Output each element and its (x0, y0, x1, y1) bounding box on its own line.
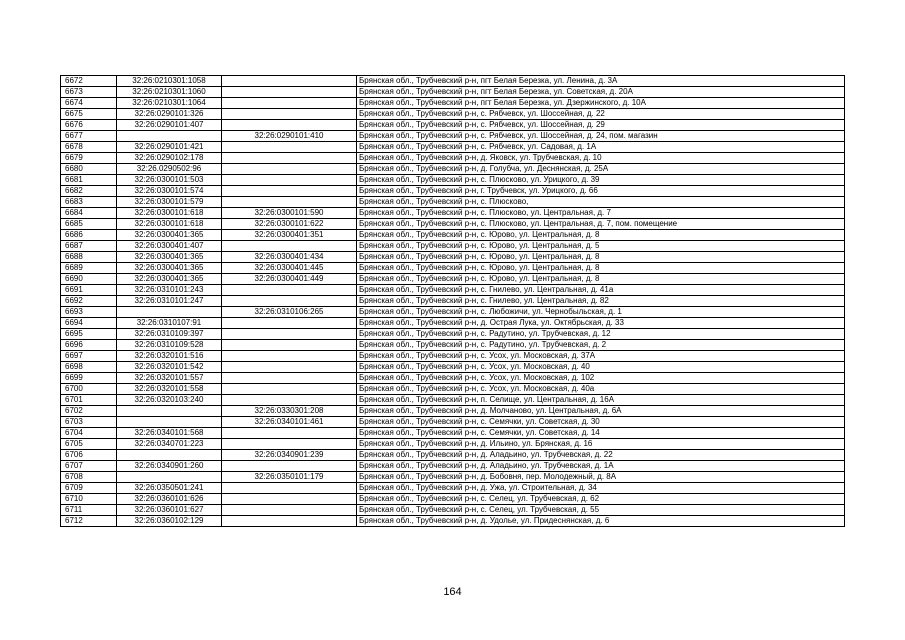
land-cadastral-number-cell: 32:26:0320101:542 (117, 362, 222, 373)
address-cell: Брянская обл., Трубчевский р-н, д. Удолье, ул. Придеснянская, д. 6 (357, 516, 845, 527)
land-cadastral-number-cell: 32:26:0320101:557 (117, 373, 222, 384)
land-cadastral-number-cell: 32:26:0300101:503 (117, 175, 222, 186)
row-number-cell: 6679 (61, 153, 117, 164)
table-row (61, 461, 845, 472)
table-row (61, 296, 845, 307)
building-cadastral-number-cell (222, 340, 357, 351)
address-cell: Брянская обл., Трубчевский р-н, с. Юрово, ул. Центральная, д. 8 (357, 274, 845, 285)
address-cell: Брянская обл., Трубчевский р-н, с. Юрово, ул. Центральная, д. 5 (357, 241, 845, 252)
address-cell: Брянская обл., Трубчевский р-н, пгт Белая Березка, ул. Ленина, д. 3А (357, 76, 845, 87)
land-cadastral-number-cell: 32:26:0310101:247 (117, 296, 222, 307)
building-cadastral-number-cell: 32:26:0300401:434 (222, 252, 357, 263)
table-row (61, 472, 845, 483)
address-cell: Брянская обл., Трубчевский р-н, с. Семячки, ул. Советская, д. 14 (357, 428, 845, 439)
building-cadastral-number-cell (222, 153, 357, 164)
row-number-cell: 6706 (61, 450, 117, 461)
row-number-cell: 6701 (61, 395, 117, 406)
address-cell: Брянская обл., Трубчевский р-н, г. Трубчевск, ул. Урицкого, д. 66 (357, 186, 845, 197)
address-cell: Брянская обл., Трубчевский р-н, с. Селец, ул. Трубчевская, д. 62 (357, 494, 845, 505)
building-cadastral-number-cell (222, 351, 357, 362)
land-cadastral-number-cell: 32:26:0210301:1058 (117, 76, 222, 87)
table-row (61, 142, 845, 153)
building-cadastral-number-cell: 32:26:0340101:461 (222, 417, 357, 428)
table-row (61, 483, 845, 494)
land-cadastral-number-cell: 32:26:0300401:365 (117, 252, 222, 263)
table-row (61, 219, 845, 230)
building-cadastral-number-cell: 32:26:0300401:351 (222, 230, 357, 241)
building-cadastral-number-cell: 32:26:0300101:590 (222, 208, 357, 219)
address-cell: Брянская обл., Трубчевский р-н, д. Бобовня, пер. Молодежный, д. 8А (357, 472, 845, 483)
address-cell: Брянская обл., Трубчевский р-н, п. Селище, ул. Центральная, д. 16А (357, 395, 845, 406)
row-number-cell: 6694 (61, 318, 117, 329)
land-cadastral-number-cell: 32:26:0300101:579 (117, 197, 222, 208)
row-number-cell: 6707 (61, 461, 117, 472)
address-cell: Брянская обл., Трубчевский р-н, с. Усох, ул. Московская, д. 40 (357, 362, 845, 373)
building-cadastral-number-cell (222, 109, 357, 120)
land-cadastral-number-cell: 32:26:0300101:618 (117, 208, 222, 219)
building-cadastral-number-cell: 32:26:0300401:445 (222, 263, 357, 274)
building-cadastral-number-cell (222, 516, 357, 527)
table-row (61, 439, 845, 450)
address-cell: Брянская обл., Трубчевский р-н, с. Гнилево, ул. Центральная, д. 41а (357, 285, 845, 296)
address-cell: Брянская обл., Трубчевский р-н, с. Плюсково, ул. Урицкого, д. 39 (357, 175, 845, 186)
row-number-cell: 6686 (61, 230, 117, 241)
building-cadastral-number-cell (222, 87, 357, 98)
building-cadastral-number-cell: 32:26:0340901:239 (222, 450, 357, 461)
address-cell: Брянская обл., Трубчевский р-н, с. Плюсково, ул. Центральная, д. 7, пом. помещение (357, 219, 845, 230)
address-cell: Брянская обл., Трубчевский р-н, с. Юрово, ул. Центральная, д. 8 (357, 252, 845, 263)
row-number-cell: 6709 (61, 483, 117, 494)
land-cadastral-number-cell (117, 472, 222, 483)
row-number-cell: 6699 (61, 373, 117, 384)
address-cell: Брянская обл., Трубчевский р-н, пгт Белая Березка, ул. Дзержинского, д. 10А (357, 98, 845, 109)
land-cadastral-number-cell (117, 450, 222, 461)
table-row (61, 406, 845, 417)
table-row (61, 252, 845, 263)
row-number-cell: 6685 (61, 219, 117, 230)
row-number-cell: 6708 (61, 472, 117, 483)
address-cell: Брянская обл., Трубчевский р-н, с. Любожичи, ул. Чернобыльская, д. 1 (357, 307, 845, 318)
table-row (61, 340, 845, 351)
building-cadastral-number-cell (222, 373, 357, 384)
table-row (61, 164, 845, 175)
row-number-cell: 6698 (61, 362, 117, 373)
row-number-cell: 6710 (61, 494, 117, 505)
land-cadastral-number-cell (117, 417, 222, 428)
building-cadastral-number-cell: 32:26:0330301:208 (222, 406, 357, 417)
table-row (61, 417, 845, 428)
land-cadastral-number-cell: 32:26:0210301:1064 (117, 98, 222, 109)
building-cadastral-number-cell (222, 98, 357, 109)
land-cadastral-number-cell: 32:26:0290101:421 (117, 142, 222, 153)
table-row (61, 351, 845, 362)
land-cadastral-number-cell: 32:26:0310101:243 (117, 285, 222, 296)
land-cadastral-number-cell: 32:26:0290101:407 (117, 120, 222, 131)
land-cadastral-number-cell: 32:26:0360101:627 (117, 505, 222, 516)
table-row (61, 450, 845, 461)
address-cell: Брянская обл., Трубчевский р-н, с. Усох, ул. Московская, д. 37А (357, 351, 845, 362)
address-cell: Брянская обл., Трубчевский р-н, с. Рябчевск, ул. Шоссейная, д. 29 (357, 120, 845, 131)
building-cadastral-number-cell (222, 329, 357, 340)
row-number-cell: 6682 (61, 186, 117, 197)
table-row (61, 109, 845, 120)
land-cadastral-number-cell: 32:26:0360102:129 (117, 516, 222, 527)
land-cadastral-number-cell: 32:26:0320103:240 (117, 395, 222, 406)
land-cadastral-number-cell: 32:26:0300101:618 (117, 219, 222, 230)
table-row (61, 285, 845, 296)
land-cadastral-number-cell (117, 131, 222, 142)
building-cadastral-number-cell (222, 296, 357, 307)
row-number-cell: 6681 (61, 175, 117, 186)
building-cadastral-number-cell (222, 461, 357, 472)
cadastral-table (60, 75, 845, 527)
row-number-cell: 6711 (61, 505, 117, 516)
row-number-cell: 6688 (61, 252, 117, 263)
building-cadastral-number-cell (222, 428, 357, 439)
cadastral-table-body (61, 76, 845, 527)
address-cell: Брянская обл., Трубчевский р-н, с. Семячки, ул. Советская, д. 30 (357, 417, 845, 428)
row-number-cell: 6690 (61, 274, 117, 285)
building-cadastral-number-cell (222, 175, 357, 186)
row-number-cell: 6697 (61, 351, 117, 362)
building-cadastral-number-cell (222, 362, 357, 373)
address-cell: Брянская обл., Трубчевский р-н, с. Селец, ул. Трубчевская, д. 55 (357, 505, 845, 516)
row-number-cell: 6702 (61, 406, 117, 417)
land-cadastral-number-cell: 32:26:0340701:223 (117, 439, 222, 450)
row-number-cell: 6677 (61, 131, 117, 142)
table-row (61, 395, 845, 406)
land-cadastral-number-cell: 32:26:0300401:365 (117, 230, 222, 241)
address-cell: Брянская обл., Трубчевский р-н, д. Ильино, ул. Брянская, д. 16 (357, 439, 845, 450)
land-cadastral-number-cell: 32:26:0300101:574 (117, 186, 222, 197)
address-cell: Брянская обл., Трубчевский р-н, д. Аладьино, ул. Трубчевская, д. 1А (357, 461, 845, 472)
building-cadastral-number-cell: 32:26:0310106:265 (222, 307, 357, 318)
land-cadastral-number-cell: 32:26:0210301:1060 (117, 87, 222, 98)
table-row (61, 384, 845, 395)
address-cell: Брянская обл., Трубчевский р-н, с. Рябчевск, ул. Шоссейная, д. 22 (357, 109, 845, 120)
row-number-cell: 6676 (61, 120, 117, 131)
table-row (61, 516, 845, 527)
building-cadastral-number-cell (222, 241, 357, 252)
table-row (61, 494, 845, 505)
land-cadastral-number-cell: 32:26.0290502:96 (117, 164, 222, 175)
land-cadastral-number-cell: 32:26:0290102:178 (117, 153, 222, 164)
address-cell: Брянская обл., Трубчевский р-н, д. Аладьино, ул. Трубчевская, д. 22 (357, 450, 845, 461)
table-row (61, 428, 845, 439)
address-cell: Брянская обл., Трубчевский р-н, с. Радутино, ул. Трубчевская, д. 2 (357, 340, 845, 351)
address-cell: Брянская обл., Трубчевский р-н, д. Молчаново, ул. Центральная, д. 6А (357, 406, 845, 417)
building-cadastral-number-cell: 32:26:0350101:179 (222, 472, 357, 483)
building-cadastral-number-cell (222, 505, 357, 516)
table-row (61, 329, 845, 340)
address-cell: Брянская обл., Трубчевский р-н, с. Усох, ул. Московская, д. 102 (357, 373, 845, 384)
building-cadastral-number-cell (222, 186, 357, 197)
land-cadastral-number-cell: 32:26:0310107:91 (117, 318, 222, 329)
building-cadastral-number-cell (222, 494, 357, 505)
row-number-cell: 6689 (61, 263, 117, 274)
building-cadastral-number-cell (222, 76, 357, 87)
row-number-cell: 6674 (61, 98, 117, 109)
table-row (61, 373, 845, 384)
land-cadastral-number-cell (117, 406, 222, 417)
row-number-cell: 6693 (61, 307, 117, 318)
table-row (61, 230, 845, 241)
building-cadastral-number-cell: 32:26:0290101:410 (222, 131, 357, 142)
table-row (61, 98, 845, 109)
land-cadastral-number-cell: 32:26:0350501:241 (117, 483, 222, 494)
land-cadastral-number-cell: 32:26:0320101:558 (117, 384, 222, 395)
table-row (61, 131, 845, 142)
land-cadastral-number-cell: 32:26:0310109:528 (117, 340, 222, 351)
row-number-cell: 6687 (61, 241, 117, 252)
row-number-cell: 6704 (61, 428, 117, 439)
land-cadastral-number-cell: 32:26:0310109:397 (117, 329, 222, 340)
building-cadastral-number-cell (222, 395, 357, 406)
row-number-cell: 6672 (61, 76, 117, 87)
building-cadastral-number-cell (222, 142, 357, 153)
building-cadastral-number-cell (222, 384, 357, 395)
table-row (61, 186, 845, 197)
address-cell: Брянская обл., Трубчевский р-н, с. Гнилево, ул. Центральная, д. 82 (357, 296, 845, 307)
address-cell: Брянская обл., Трубчевский р-н, с. Плюсково, (357, 197, 845, 208)
address-cell: Брянская обл., Трубчевский р-н, с. Рябчевск, ул. Шоссейная, д. 24, пом. магазин (357, 131, 845, 142)
table-row (61, 318, 845, 329)
building-cadastral-number-cell (222, 285, 357, 296)
building-cadastral-number-cell (222, 120, 357, 131)
row-number-cell: 6680 (61, 164, 117, 175)
row-number-cell: 6705 (61, 439, 117, 450)
building-cadastral-number-cell (222, 439, 357, 450)
table-row (61, 241, 845, 252)
table-row (61, 263, 845, 274)
table-row (61, 208, 845, 219)
building-cadastral-number-cell: 32:26:0300101:622 (222, 219, 357, 230)
land-cadastral-number-cell (117, 307, 222, 318)
row-number-cell: 6692 (61, 296, 117, 307)
land-cadastral-number-cell: 32:26:0300401:365 (117, 274, 222, 285)
land-cadastral-number-cell: 32:26:0340901:260 (117, 461, 222, 472)
address-cell: Брянская обл., Трубчевский р-н, с. Радутино, ул. Трубчевская, д. 12 (357, 329, 845, 340)
land-cadastral-number-cell: 32:26:0340101:568 (117, 428, 222, 439)
row-number-cell: 6684 (61, 208, 117, 219)
land-cadastral-number-cell: 32:26:0290101:326 (117, 109, 222, 120)
row-number-cell: 6691 (61, 285, 117, 296)
table-row (61, 505, 845, 516)
building-cadastral-number-cell (222, 483, 357, 494)
table-row (61, 274, 845, 285)
row-number-cell: 6678 (61, 142, 117, 153)
address-cell: Брянская обл., Трубчевский р-н, с. Усох, ул. Московская, д. 40а (357, 384, 845, 395)
table-row (61, 76, 845, 87)
address-cell: Брянская обл., Трубчевский р-н, д. Ужа, ул. Строительная, д. 34 (357, 483, 845, 494)
table-row (61, 362, 845, 373)
table-row (61, 307, 845, 318)
address-cell: Брянская обл., Трубчевский р-н, д. Голубча, ул. Деснянская, д. 25А (357, 164, 845, 175)
row-number-cell: 6703 (61, 417, 117, 428)
building-cadastral-number-cell (222, 197, 357, 208)
address-cell: Брянская обл., Трубчевский р-н, д. Острая Лука, ул. Октябрьская, д. 33 (357, 318, 845, 329)
row-number-cell: 6695 (61, 329, 117, 340)
row-number-cell: 6673 (61, 87, 117, 98)
row-number-cell: 6712 (61, 516, 117, 527)
land-cadastral-number-cell: 32:26:0300401:365 (117, 263, 222, 274)
address-cell: Брянская обл., Трубчевский р-н, с. Плюсково, ул. Центральная, д. 7 (357, 208, 845, 219)
address-cell: Брянская обл., Трубчевский р-н, с. Рябчевск, ул. Садовая, д. 1А (357, 142, 845, 153)
row-number-cell: 6696 (61, 340, 117, 351)
row-number-cell: 6683 (61, 197, 117, 208)
table-row (61, 153, 845, 164)
page-number: 164 (443, 586, 462, 598)
table-row (61, 87, 845, 98)
land-cadastral-number-cell: 32:26:0360101:626 (117, 494, 222, 505)
building-cadastral-number-cell: 32:26:0300401:449 (222, 274, 357, 285)
building-cadastral-number-cell (222, 318, 357, 329)
address-cell: Брянская обл., Трубчевский р-н, д. Яковск, ул. Трубчевская, д. 10 (357, 153, 845, 164)
land-cadastral-number-cell: 32:26:0300401:407 (117, 241, 222, 252)
row-number-cell: 6700 (61, 384, 117, 395)
row-number-cell: 6675 (61, 109, 117, 120)
address-cell: Брянская обл., Трубчевский р-н, с. Юрово, ул. Центральная, д. 8 (357, 263, 845, 274)
address-cell: Брянская обл., Трубчевский р-н, с. Юрово, ул. Центральная, д. 8 (357, 230, 845, 241)
land-cadastral-number-cell: 32:26:0320101:516 (117, 351, 222, 362)
table-row (61, 120, 845, 131)
building-cadastral-number-cell (222, 164, 357, 175)
table-row (61, 175, 845, 186)
table-row (61, 197, 845, 208)
address-cell: Брянская обл., Трубчевский р-н, пгт Белая Березка, ул. Советская, д. 20А (357, 87, 845, 98)
